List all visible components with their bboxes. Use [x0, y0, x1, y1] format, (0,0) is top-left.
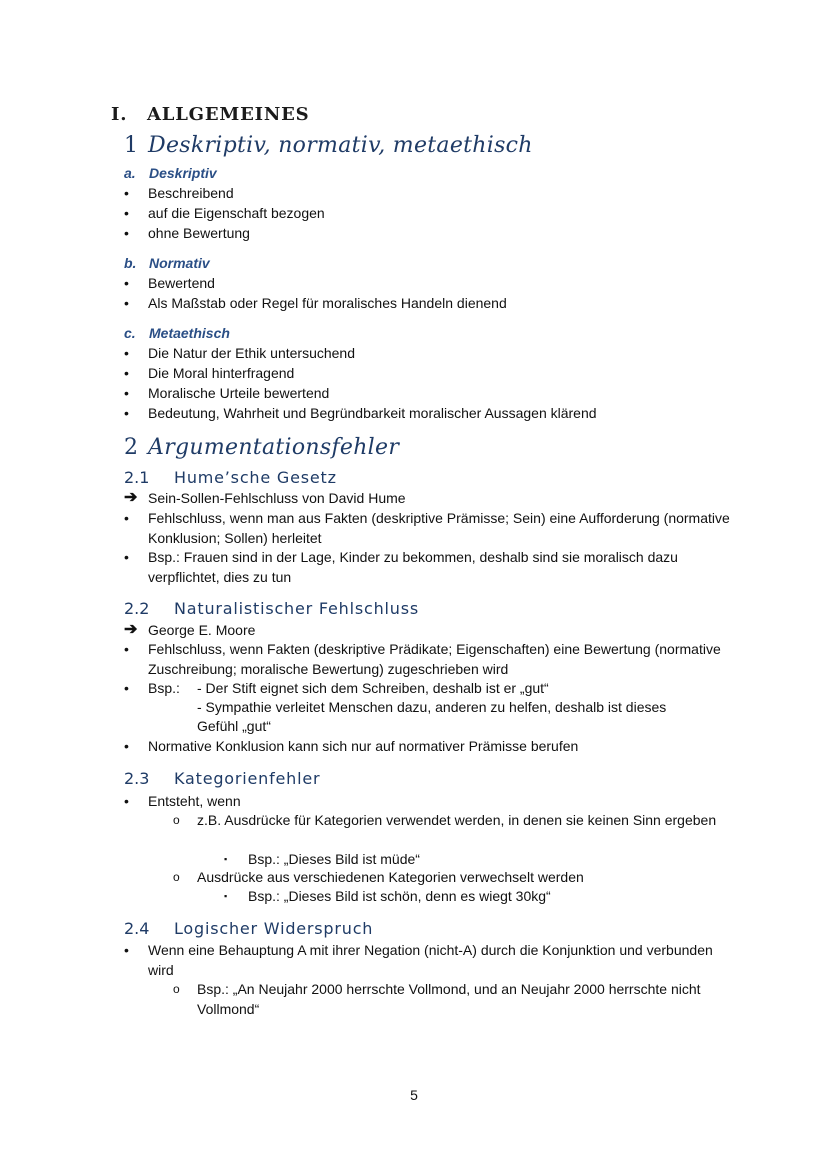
subheading-title: Deskriptiv	[149, 165, 217, 181]
sub-sub-list-item: ▪ Bsp.: „Dieses Bild ist schön, denn es wiegt 30kg“	[224, 887, 724, 907]
section-2-title: Argumentationsfehler	[148, 435, 400, 460]
list-item: • Bsp.: Frauen sind in der Lage, Kinder zu bekommen, deshalb sind sie moralisch dazu verpflichtet, dies zu tun	[124, 549, 678, 585]
subsection-title: Logischer Widerspruch	[174, 919, 374, 938]
subsection-title: Naturalistischer Fehlschluss	[174, 599, 419, 618]
example-label: Bsp.:	[148, 680, 180, 696]
bullet-icon: •	[124, 345, 129, 361]
bullet-icon: •	[124, 510, 129, 526]
subheading-title: Normativ	[149, 255, 210, 271]
circle-bullet-icon: o	[173, 813, 180, 827]
bullet-icon: •	[124, 185, 129, 201]
subsection-number: 2.3	[124, 769, 150, 788]
subheading-letter: b.	[124, 255, 137, 271]
arrow-item: ➔ Sein-Sollen-Fehlschluss von David Hume	[124, 489, 406, 506]
subheading-title: Metaethisch	[149, 325, 230, 341]
section-1-title: Deskriptiv, normativ, metaethisch	[148, 133, 533, 158]
chapter-heading	[111, 104, 309, 125]
bullet-icon: •	[124, 738, 129, 754]
subheading-deskriptiv	[124, 165, 217, 181]
subheading-letter: a.	[124, 165, 136, 181]
list-item: • Entsteht, wenn	[124, 792, 734, 812]
example-line: - Der Stift eignet sich dem Schreiben, deshalb ist er „gut“	[197, 680, 549, 696]
subsection-number: 2.1	[124, 468, 150, 487]
bullet-icon: •	[124, 942, 129, 958]
chapter-number: I.	[111, 104, 128, 125]
circle-bullet-icon: o	[173, 982, 180, 996]
circle-bullet-icon: o	[173, 870, 180, 884]
example-line: Gefühl „gut“	[197, 718, 271, 734]
bullet-icon: •	[124, 641, 129, 657]
list-item: • ohne Bewertung	[124, 224, 734, 244]
chapter-title: ALLGEMEINES	[147, 104, 310, 125]
section-1-number: 1	[124, 133, 139, 158]
bullet-icon: •	[124, 385, 129, 401]
list-item: • Bedeutung, Wahrheit und Begründbarkeit moralischer Aussagen klärend	[124, 404, 734, 424]
subsection-number: 2.4	[124, 919, 150, 938]
list-item: • Als Maßstab oder Regel für moralisches Handeln dienend	[124, 294, 734, 314]
list-item: • Die Moral hinterfragend	[124, 364, 734, 384]
list-item: • Fehlschluss, wenn Fakten (deskriptive Prädikate; Eigenschaften) eine Bewertung (normative Zuschreibung; moralische Bewertung) zugeschrieben wird	[124, 641, 721, 677]
subsection-2-2-heading	[124, 599, 419, 618]
bullet-icon: •	[124, 680, 129, 696]
square-bullet-icon: ▪	[224, 854, 228, 864]
bullet-icon: •	[124, 205, 129, 221]
sub-list-item: o z.B. Ausdrücke für Kategorien verwendet werden, in denen sie keinen Sinn ergeben	[173, 811, 733, 831]
subheading-metaethisch	[124, 325, 230, 341]
arrow-right-icon: ➔	[124, 489, 138, 506]
bullet-icon: •	[124, 295, 129, 311]
section-2-number: 2	[124, 435, 139, 460]
subsection-2-3-heading	[124, 769, 320, 788]
list-item: • Bewertend	[124, 274, 734, 294]
section-2-heading	[124, 435, 399, 460]
list-item: • Beschreibend	[124, 184, 734, 204]
subsection-number: 2.2	[124, 599, 150, 618]
section-1-heading	[124, 133, 533, 158]
list-item: • Die Natur der Ethik untersuchend	[124, 344, 734, 364]
sub-list-item: o Bsp.: „An Neujahr 2000 herrschte Vollmond, und an Neujahr 2000 herrschte nicht Vollmond“	[173, 981, 701, 1017]
bullet-icon: •	[124, 549, 129, 565]
example-line: - Sympathie verleitet Menschen dazu, anderen zu helfen, deshalb ist dieses	[197, 699, 667, 715]
bullet-icon: •	[124, 275, 129, 291]
list-item: • Normative Konklusion kann sich nur auf normativer Prämisse berufen	[124, 737, 734, 757]
list-item: • Moralische Urteile bewertend	[124, 384, 734, 404]
subsection-2-1-heading	[124, 468, 337, 487]
bullet-icon: •	[124, 365, 129, 381]
page-number: 5	[410, 1087, 418, 1103]
arrow-right-icon: ➔	[124, 621, 138, 638]
square-bullet-icon: ▪	[224, 891, 228, 901]
sub-sub-list-item: ▪ Bsp.: „Dieses Bild ist müde“	[224, 850, 724, 870]
subsection-title: Kategorienfehler	[174, 769, 321, 788]
bullet-icon: •	[124, 405, 129, 421]
arrow-item: ➔ George E. Moore	[124, 621, 256, 638]
subsection-title: Hume’sche Gesetz	[174, 468, 337, 487]
bullet-icon: •	[124, 225, 129, 241]
subsection-2-4-heading	[124, 919, 373, 938]
list-item: • auf die Eigenschaft bezogen	[124, 204, 734, 224]
sub-list-item: o Ausdrücke aus verschiedenen Kategorien verwechselt werden	[173, 868, 733, 888]
list-item: • Fehlschluss, wenn man aus Fakten (deskriptive Prämisse; Sein) eine Aufforderung (normative Konklusion; Sollen) herleitet	[124, 510, 730, 546]
bullet-icon: •	[124, 793, 129, 809]
subheading-normativ	[124, 255, 210, 271]
list-item: • Wenn eine Behauptung A mit ihrer Negation (nicht-A) durch die Konjunktion und verbunden wird	[124, 942, 713, 978]
subheading-letter: c.	[124, 325, 136, 341]
